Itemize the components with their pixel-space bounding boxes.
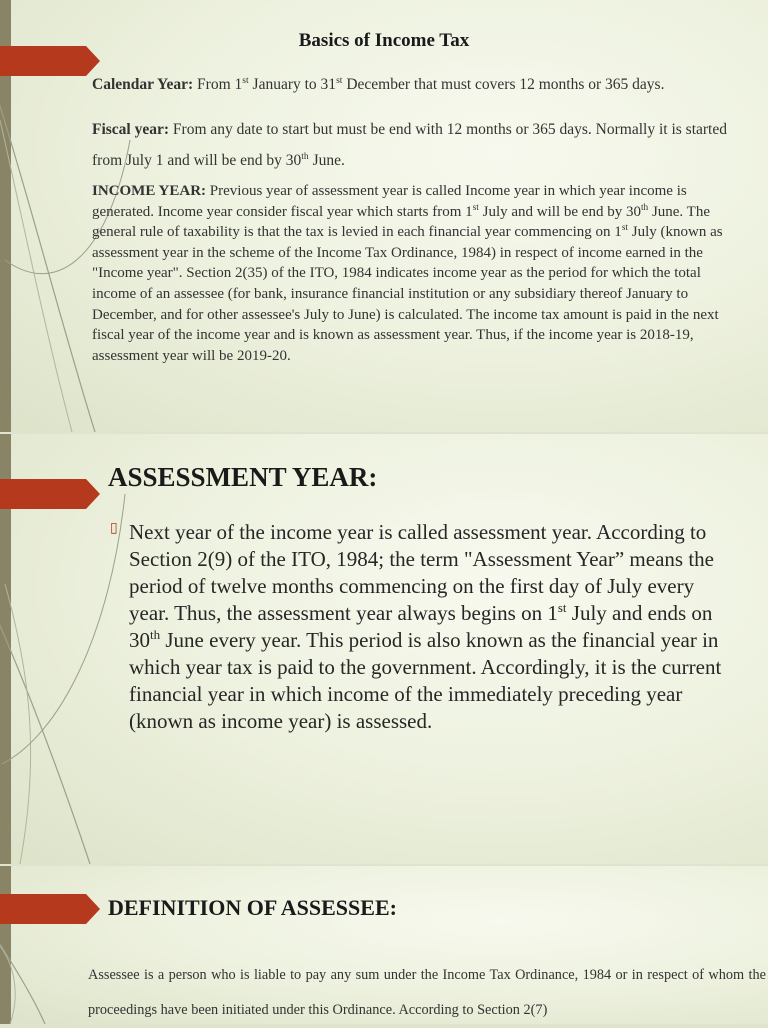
fiscal-year-label: Fiscal year: [92, 121, 170, 138]
decorative-curves [0, 434, 140, 864]
definition-of-assessee-heading: DEFINITION OF ASSESSEE: [108, 895, 397, 920]
income-year-label: INCOME YEAR: [92, 183, 207, 199]
assessment-text-3: June every year. This period is also known as the financial year in which year tax is paid to the government. Accordingly, it is the current financial year in which income of the immediately preceding year (known as income year) is assessed. [129, 628, 722, 733]
fiscal-sup-1: th [301, 150, 309, 162]
income-sup-3: st [621, 223, 629, 234]
income-sup-2: th [640, 202, 649, 213]
calendar-text-2: January to 31 [248, 76, 337, 93]
fiscal-text-1: From any date to start but must be end with 12 months or 365 days. Normally it is started from July 1 and will be end by 30 [92, 121, 727, 169]
assessment-sup-2: th [150, 627, 161, 642]
income-text-1: Previous year of assessment year is called Income year in which year income is generated. Income year consider fiscal year which starts from 1 [92, 183, 687, 220]
calendar-year-label: Calendar Year: [92, 76, 194, 93]
assessment-sup-1: st [557, 600, 567, 615]
assessment-text-2: July and ends on 30 [129, 601, 713, 652]
income-text-2: July and will be end by 30 [478, 203, 641, 220]
income-text-3: June. The general rule of taxability is that the tax is levied in each financial year commencing on 1 [92, 203, 710, 241]
income-text-4: July (known as assessment year in the scheme of the Income Tax Ordinance, 1984) in respect of income earned in the "Income year". Section 2(35) of the ITO, 1984 indicates income year as the period for which the total income of an assessee (for bank, insurance financial institution or any subsidiary thereof January to December, and for other assessee's July to June) is calculated. The income tax amount is paid in the next fiscal year of the income year and is known as assessment year. Thus, if the income year is 2018-19, assessment year will be 2019-20. [92, 224, 723, 364]
income-year-text [92, 181, 742, 366]
assessee-definition-text: Assessee is a person who is liable to pay any sum under the Income Tax Ordinance, 1984 or in respect of whom the proceedings have been initiated under this Ordinance. According to Section 2(7) [88, 967, 766, 1018]
calendar-sup-2: st [336, 74, 343, 86]
bullet-icon: ▯ [110, 521, 118, 536]
page-title: Basics of Income Tax [298, 30, 470, 51]
fiscal-year-text [92, 114, 742, 176]
calendar-sup-1: st [242, 74, 249, 86]
calendar-text-1: From 1 [193, 76, 243, 93]
assessment-year-body [129, 519, 739, 735]
income-sup-1: st [472, 202, 479, 213]
assessment-year-heading: ASSESSMENT YEAR: [108, 462, 378, 492]
assessment-text-1: Next year of the income year is called assessment year. According to Section 2(9) of the ITO, 1984; the term "Assessment Year” means the period of twelve months commencing on the first day of July every year. Thus, the assessment year always begins on 1 [129, 520, 714, 625]
calendar-text-3: December that must covers 12 months or 365 days. [342, 76, 665, 93]
calendar-year-text [92, 76, 664, 94]
fiscal-text-2: June. [308, 152, 345, 169]
